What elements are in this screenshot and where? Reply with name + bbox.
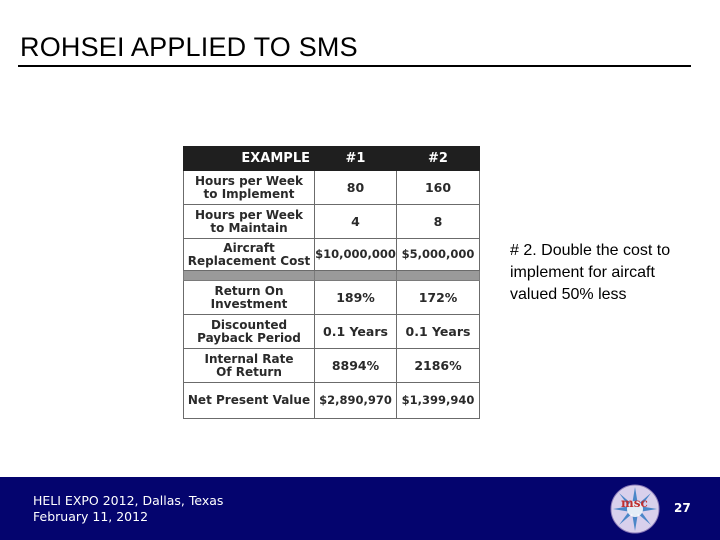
- cell-value: $10,000,000: [315, 239, 397, 271]
- row-label: Aircraft Replacement Cost: [184, 239, 315, 271]
- table-row: [184, 315, 480, 349]
- table-row: [184, 281, 480, 315]
- example-table: [183, 146, 479, 419]
- row-label: Hours per Week to Maintain: [184, 205, 315, 239]
- header-col-2: #2: [397, 147, 480, 171]
- row-label: Return On Investment: [184, 281, 315, 315]
- footer-date: February 11, 2012: [33, 509, 149, 524]
- footer-text: [33, 493, 223, 525]
- row-label: Hours per Week to Implement: [184, 171, 315, 205]
- callout-note: # 2. Double the cost to implement for aircaft valued 50% less: [510, 242, 671, 303]
- cell-value: $5,000,000: [397, 239, 480, 271]
- table-row: [184, 383, 480, 419]
- header-example: EXAMPLE: [184, 147, 315, 171]
- cell-value: 2186%: [397, 349, 480, 383]
- table-row: [184, 239, 480, 271]
- table-row: [184, 349, 480, 383]
- table-row: [184, 205, 480, 239]
- cell-value: 0.1 Years: [397, 315, 480, 349]
- table-row: [184, 171, 480, 205]
- logo-text: msc: [621, 496, 648, 510]
- slide-title: ROHSEI APPLIED TO SMS: [20, 32, 358, 62]
- cell-value: 160: [397, 171, 480, 205]
- cell-value: 0.1 Years: [315, 315, 397, 349]
- table-separator: [184, 271, 480, 281]
- row-label: Net Present Value: [184, 383, 315, 419]
- cell-value: 189%: [315, 281, 397, 315]
- row-label: Discounted Payback Period: [184, 315, 315, 349]
- cell-value: 8: [397, 205, 480, 239]
- cell-value: 8894%: [315, 349, 397, 383]
- cell-value: 4: [315, 205, 397, 239]
- table-header-row: [184, 147, 480, 171]
- header-col-1: #1: [315, 147, 397, 171]
- cell-value: $2,890,970: [315, 383, 397, 419]
- page-number: 27: [674, 501, 691, 515]
- footer-bar: [0, 477, 720, 540]
- footer-event: HELI EXPO 2012, Dallas, Texas: [33, 493, 224, 508]
- cell-value: $1,399,940: [397, 383, 480, 419]
- cell-value: 172%: [397, 281, 480, 315]
- title-underline: [18, 65, 691, 67]
- row-label: Internal Rate Of Return: [184, 349, 315, 383]
- msc-logo-icon: [608, 483, 662, 535]
- cell-value: 80: [315, 171, 397, 205]
